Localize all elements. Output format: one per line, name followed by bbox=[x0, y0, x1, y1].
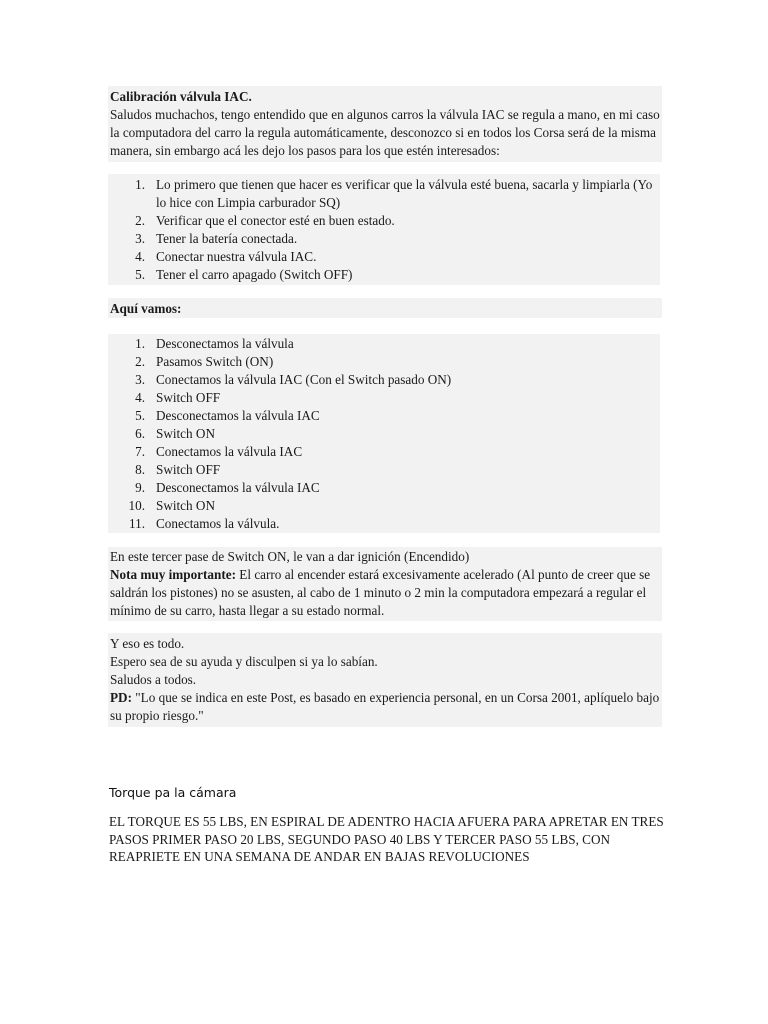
torque-title: Torque pa la cámara bbox=[109, 785, 237, 800]
closing-line: Espero sea de su ayuda y disculpen si ya lo sabían. bbox=[110, 654, 378, 669]
closing-line: Saludos a todos. bbox=[110, 672, 197, 687]
list-item: 2. Pasamos Switch (ON) bbox=[135, 354, 274, 369]
list-item: 5. Tener el carro apagado (Switch OFF) bbox=[135, 267, 353, 282]
list-item: 6. Switch ON bbox=[135, 426, 215, 441]
steps-list bbox=[108, 335, 660, 533]
closing-block bbox=[108, 633, 662, 727]
prep-steps-block bbox=[108, 174, 660, 285]
note-block bbox=[108, 547, 662, 621]
list-item: 3. Conectamos la válvula IAC (Con el Switch pasado ON) bbox=[135, 372, 452, 387]
list-item: 5. Desconectamos la válvula IAC bbox=[135, 408, 320, 423]
prep-steps-list bbox=[108, 176, 660, 284]
closing-line: Y eso es todo. bbox=[110, 636, 185, 651]
section-title-block bbox=[108, 298, 662, 318]
steps-block bbox=[108, 334, 660, 533]
pd-label: PD: bbox=[110, 690, 132, 705]
intro-paragraph: Saludos muchachos, tengo entendido que en algunos carros la válvula IAC se regula a mano, en mi caso la computadora del carro la regula automáticamente, desconozco si en todos los Corsa será de la misma manera, sin embargo acá les dejo los pasos para los que estén interesados: bbox=[110, 107, 660, 158]
list-item: 1. Desconectamos la válvula bbox=[135, 336, 294, 351]
pd-paragraph bbox=[110, 689, 662, 725]
note-label: Nota muy importante: bbox=[110, 567, 236, 582]
note-text: El carro al encender estará excesivamente acelerado (Al punto de creer que se saldrán los pistones) no se asusten, al cabo de 1 minuto o 2 min la computadora empezará a regular el mínimo de su carro, hasta llegar a su estado normal. bbox=[110, 567, 651, 618]
document-title: Calibración válvula IAC. bbox=[110, 89, 252, 104]
section-title: Aquí vamos: bbox=[110, 301, 182, 316]
list-item: 3. Tener la batería conectada. bbox=[135, 231, 298, 246]
list-item: 9. Desconectamos la válvula IAC bbox=[135, 480, 320, 495]
list-item: 4. Conectar nuestra válvula IAC. bbox=[135, 249, 317, 264]
list-item: 1. Lo primero que tienen que hacer es verificar que la válvula esté buena, sacarla y limpiarla (Yo lo hice con Limpia carburador SQ) bbox=[135, 177, 653, 210]
torque-text: EL TORQUE ES 55 LBS, EN ESPIRAL DE ADENTRO HACIA AFUERA PARA APRETAR EN TRES PASOS PRIMER PASO 20 LBS, SEGUNDO PASO 40 LBS Y TERCER PASO 55 LBS, CON REAPRIETE EN UNA SEMANA DE ANDAR EN BAJAS REVOLUCIONES bbox=[109, 814, 664, 864]
list-item: 2. Verificar que el conector esté en buen estado. bbox=[135, 213, 395, 228]
list-item: 11. Conectamos la válvula. bbox=[129, 516, 280, 531]
list-item: 7. Conectamos la válvula IAC bbox=[135, 444, 303, 459]
pd-text: "Lo que se indica en este Post, es basado en experiencia personal, en un Corsa 2001, aplíquelo bajo su propio riesgo." bbox=[110, 690, 660, 723]
note-line: En este tercer pase de Switch ON, le van a dar ignición (Encendido) bbox=[110, 549, 470, 564]
note-paragraph bbox=[110, 566, 662, 620]
list-item: 4. Switch OFF bbox=[135, 390, 221, 405]
list-item: 10. Switch ON bbox=[128, 498, 215, 513]
intro-block bbox=[108, 86, 662, 162]
list-item: 8. Switch OFF bbox=[135, 462, 221, 477]
